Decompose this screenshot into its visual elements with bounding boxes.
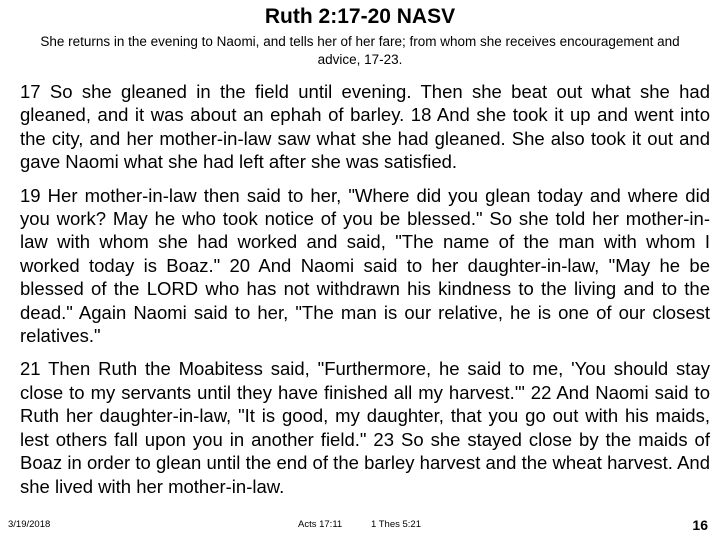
scripture-paragraph-2: 19 Her mother-in-law then said to her, "Where did you glean today and where did you work? May he who took notice of you be blessed." So she told her mother-in-law with whom she had worked and said, "The name of the man with whom I worked today is Boaz." 20 And Naomi said to her daughter-in-law, "May he be blessed of the LORD who has not withdrawn his kindness to the living and to the dead." Again Naomi said to her, "The man is our relative, he is one of our closest relatives." [20,184,710,347]
slide-subtitle: She returns in the evening to Naomi, and tells her of her fare; from whom she receives encouragement and advice, 17-23. [40,34,680,67]
scripture-paragraph-3: 21 Then Ruth the Moabitess said, "Furthermore, he said to me, 'You should stay close to my servants until they have finished all my harvest.'" 22 And Naomi said to Ruth her daughter-in-law, "It is good, my daughter, that you go out with his maids, lest others fall upon you in another field." 23 So she stayed close by the maids of Boaz in order to glean until the end of the barley harvest and the wheat harvest. And she lived with her mother-in-law. [20,358,710,497]
footer-reference-thessalonians: 1 Thes 5:21 [371,519,422,530]
scripture-body [20,80,710,508]
page-number: 16 [692,517,708,533]
slide-title: Ruth 2:17-20 NASV [264,5,456,28]
footer-reference-acts: Acts 17:11 [298,519,343,530]
footer-date: 3/19/2018 [8,519,51,530]
scripture-paragraph-1: 17 So she gleaned in the field until evening. Then she beat out what she had gleaned, and it was about an ephah of barley. 18 And she took it up and went into the city, and her mother-in-law saw what she had gleaned. She also took it out and gave Naomi what she had left after she was satisfied. [20,81,710,173]
